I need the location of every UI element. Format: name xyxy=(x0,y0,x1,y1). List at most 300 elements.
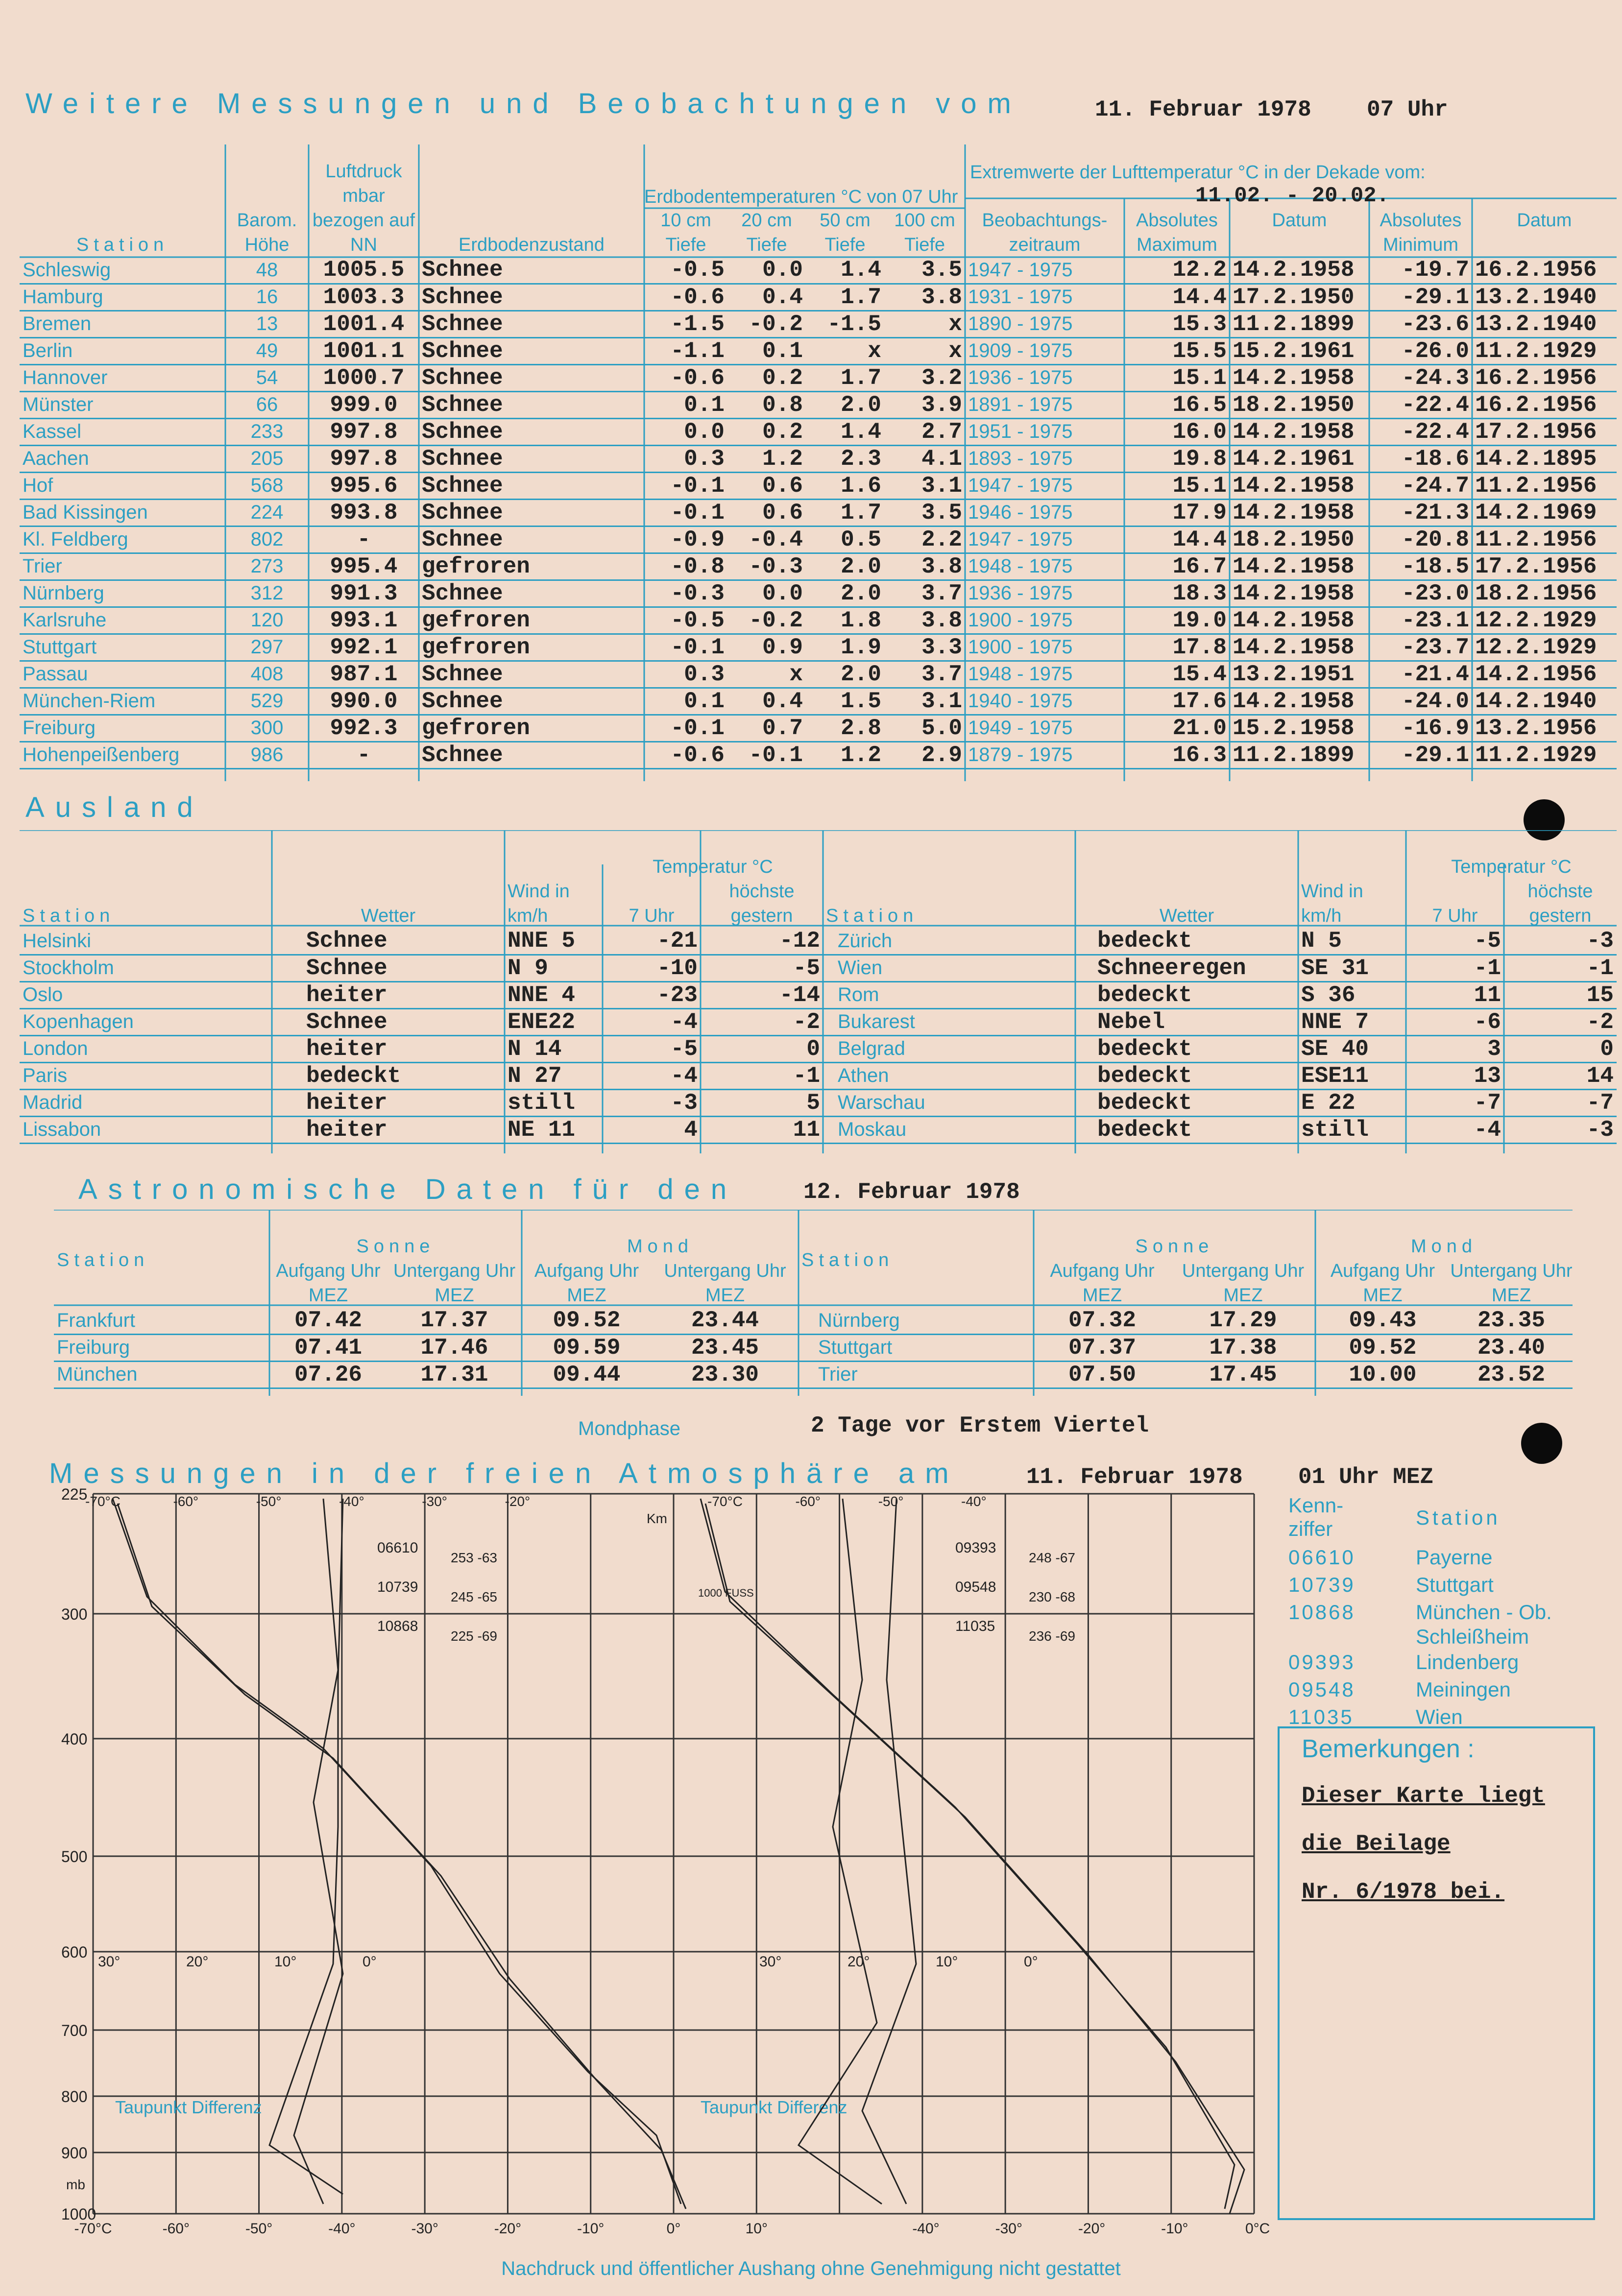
cell: -0.6 xyxy=(670,284,725,310)
dew-tick-label: 10° xyxy=(936,1954,958,1970)
station-name: Stuttgart xyxy=(1416,1573,1494,1596)
h2-temp-left: Temperatur °C xyxy=(653,857,773,877)
cell: 0.2 xyxy=(762,365,803,391)
cell: Karlsruhe xyxy=(23,609,107,631)
h-t100: 100 cm Tiefe xyxy=(894,210,955,255)
cell: -14 xyxy=(779,982,820,1008)
cell: 09.43 xyxy=(1349,1308,1417,1334)
cell: 14 xyxy=(1586,1063,1614,1089)
top-tick-label: -60° xyxy=(795,1494,821,1509)
x-tick-label: -20° xyxy=(494,2221,522,2237)
cell: 15.1 xyxy=(1172,473,1227,499)
cell: 1.2 xyxy=(841,742,881,768)
cell: 17.29 xyxy=(1209,1308,1277,1334)
cell: -16.9 xyxy=(1401,715,1469,741)
cell: 14.2.1958 xyxy=(1233,473,1355,499)
cell: NNE 5 xyxy=(508,928,576,954)
h-zustand: Erdbodenzustand xyxy=(459,235,605,255)
cell: 17.31 xyxy=(420,1362,488,1387)
cell: 1900 - 1975 xyxy=(968,609,1073,631)
station-code: 09393 xyxy=(1288,1650,1356,1674)
cell: -0.4 xyxy=(749,526,803,552)
cell: -5 xyxy=(1474,928,1501,954)
cell: SE 40 xyxy=(1301,1036,1369,1062)
cell: 995.6 xyxy=(330,473,398,499)
h3-sonne-right: Sonne xyxy=(1135,1236,1214,1257)
cell: Bremen xyxy=(23,313,92,335)
cell: 14.2.1940 xyxy=(1475,688,1597,714)
cell: 3.8 xyxy=(921,553,962,579)
cell: 2.3 xyxy=(841,446,881,472)
cell: London xyxy=(23,1038,88,1059)
fuss-label: 1000 FUSS xyxy=(698,1587,754,1599)
cell: Schnee xyxy=(422,284,503,310)
cell: NE 11 xyxy=(508,1117,576,1143)
top-tick-label: -60° xyxy=(173,1494,199,1509)
cell: 0.8 xyxy=(762,392,803,418)
tropopause-code: 10868 xyxy=(377,1618,418,1634)
cell: 300 xyxy=(250,717,284,739)
cell: -0.6 xyxy=(670,742,725,768)
cell: 993.1 xyxy=(330,607,398,633)
cell: -24.0 xyxy=(1401,688,1469,714)
station-list xyxy=(1288,1545,1607,1732)
list-item xyxy=(1288,1573,1607,1597)
h3-aufgang-3: Aufgang Uhr MEZ xyxy=(1050,1261,1155,1306)
cell: bedeckt xyxy=(1097,1090,1192,1116)
cell: Frankfurt xyxy=(57,1309,136,1331)
cell: 18.3 xyxy=(1172,580,1227,606)
table-row xyxy=(20,499,1617,526)
cell: -4 xyxy=(670,1063,698,1089)
station-name: Wien xyxy=(1416,1705,1463,1728)
cell: 13.2.1951 xyxy=(1233,661,1355,687)
cell: 09.52 xyxy=(553,1308,621,1334)
cell: 23.52 xyxy=(1477,1362,1546,1387)
cell: 1947 - 1975 xyxy=(968,528,1073,550)
cell: ENE22 xyxy=(508,1009,576,1035)
cell: gefroren xyxy=(422,553,530,579)
cell: Moskau xyxy=(838,1119,907,1140)
h-station: Station xyxy=(76,235,169,255)
cell: heiter xyxy=(306,982,387,1008)
cell: 0.6 xyxy=(762,500,803,526)
cell: 205 xyxy=(250,448,284,469)
cell: -3 xyxy=(670,1090,698,1116)
y-tick-label: 1000 xyxy=(61,2205,97,2223)
cell: 1936 - 1975 xyxy=(968,367,1073,388)
cell: 16.2.1956 xyxy=(1475,365,1597,391)
cell: 23.30 xyxy=(691,1362,759,1387)
h-luftdruck: Luftdruck mbar bezogen auf NN xyxy=(312,161,415,255)
cell: 11.2.1929 xyxy=(1475,338,1597,364)
cell: 3.5 xyxy=(921,500,962,526)
cell: -0.1 xyxy=(670,715,725,741)
cell: 14.2.1958 xyxy=(1233,580,1355,606)
cell: -10 xyxy=(657,955,698,981)
h2-wind-left: Wind in km/h xyxy=(508,881,570,926)
cell: 09.44 xyxy=(553,1362,621,1387)
cell: 1947 - 1975 xyxy=(968,475,1073,496)
x-tick-label: -40° xyxy=(912,2221,940,2237)
cell: 2.0 xyxy=(841,580,881,606)
tropopause-value: 248 -67 xyxy=(1029,1550,1075,1565)
dew-curve-right-2 xyxy=(862,1499,916,2204)
cell: Schnee xyxy=(422,742,503,768)
cell: 0.5 xyxy=(841,526,881,552)
cell: 13 xyxy=(256,313,278,335)
tropopause-code: 06610 xyxy=(377,1540,418,1556)
station-code: 11035 xyxy=(1288,1705,1354,1728)
cell: ESE11 xyxy=(1301,1063,1369,1089)
cell: Freiburg xyxy=(23,717,96,739)
cell: x xyxy=(789,661,803,687)
cell: Bukarest xyxy=(838,1011,915,1032)
astro-table xyxy=(54,1212,1573,1389)
cell: 3.8 xyxy=(921,607,962,633)
x-tick-label: -10° xyxy=(577,2221,605,2237)
cell: 14.2.1961 xyxy=(1233,446,1355,472)
section3-date: 12. Februar 1978 xyxy=(803,1179,1020,1205)
cell: -0.5 xyxy=(670,607,725,633)
h-dekade: 11.02. - 20.02. xyxy=(1195,184,1390,208)
station-label: Station xyxy=(1416,1506,1501,1529)
cell: 0.3 xyxy=(684,661,725,687)
y-tick-label: 600 xyxy=(61,1943,88,1961)
cell: 49 xyxy=(256,340,278,361)
cell: Trier xyxy=(23,555,62,577)
cell: 11.2.1956 xyxy=(1475,526,1597,552)
table-row xyxy=(20,311,1617,337)
cell: 0.1 xyxy=(684,688,725,714)
cell: -23.1 xyxy=(1401,607,1469,633)
h-absmin: Absolutes Minimum xyxy=(1380,210,1462,255)
cell: 11 xyxy=(793,1117,820,1143)
list-item xyxy=(1288,1677,1607,1702)
cell: 4 xyxy=(684,1117,698,1143)
cell: 408 xyxy=(250,663,284,685)
y-tick-label: 225 xyxy=(61,1485,88,1503)
cell: 13.2.1956 xyxy=(1475,715,1597,741)
x-tick-label: -30° xyxy=(411,2221,438,2237)
cell: 529 xyxy=(250,690,284,712)
dew-tick-label: 30° xyxy=(759,1954,782,1970)
cell: 1005.5 xyxy=(323,257,405,283)
kennziffer-label: Kenn- ziffer xyxy=(1288,1494,1344,1540)
bemerkung-line: die Beilage xyxy=(1302,1831,1451,1857)
station-code: 09548 xyxy=(1288,1678,1356,1701)
cell: Rom xyxy=(838,984,879,1005)
table-row xyxy=(20,661,1617,688)
cell: 3.8 xyxy=(921,284,962,310)
h3-station-left: Station xyxy=(57,1249,149,1270)
cell: 3.7 xyxy=(921,661,962,687)
cell: -21 xyxy=(657,928,698,954)
cell: 16.2.1956 xyxy=(1475,392,1597,418)
h2-7uhr-left: 7 Uhr xyxy=(629,906,675,926)
cell: 14.4 xyxy=(1172,526,1227,552)
cell: 15.5 xyxy=(1172,338,1227,364)
cell: 993.8 xyxy=(330,500,398,526)
cell: 120 xyxy=(250,609,284,631)
cell: Passau xyxy=(23,663,88,685)
cell: 23.35 xyxy=(1477,1308,1546,1334)
x-tick-label: -70°C xyxy=(74,2221,112,2237)
cell: 273 xyxy=(250,555,284,577)
tropopause-value: 253 -63 xyxy=(451,1550,497,1565)
cell: x xyxy=(948,338,962,364)
cell: Schnee xyxy=(422,580,503,606)
cell: 3.2 xyxy=(921,365,962,391)
cell: bedeckt xyxy=(1097,928,1192,954)
cell: 16.5 xyxy=(1172,392,1227,418)
cell: Warschau xyxy=(838,1092,925,1113)
h3-untergang-2: Untergang Uhr MEZ xyxy=(664,1261,786,1306)
cell: -2 xyxy=(1586,1009,1614,1035)
cell: 23.40 xyxy=(1477,1335,1546,1361)
table-row xyxy=(54,1308,1573,1334)
cell: Kassel xyxy=(23,421,82,442)
cell: 15.2.1961 xyxy=(1233,338,1355,364)
x-tick-label: -50° xyxy=(245,2221,273,2237)
cell: 1891 - 1975 xyxy=(968,394,1073,415)
cell: 3.1 xyxy=(921,688,962,714)
cell: Nürnberg xyxy=(23,582,104,604)
cell: 14.2.1958 xyxy=(1233,257,1355,283)
cell: 0.6 xyxy=(762,473,803,499)
cell: Hohenpeißenberg xyxy=(23,744,180,765)
h2-station-right: Station xyxy=(826,906,919,926)
cell: 0.4 xyxy=(762,688,803,714)
cell: still xyxy=(508,1090,576,1116)
chart-grid xyxy=(93,1494,1254,2214)
dew-tick-label: 20° xyxy=(847,1954,870,1970)
y-axis-label: mb xyxy=(66,2177,85,2192)
cell: -24.7 xyxy=(1401,473,1469,499)
h-datum2: Datum xyxy=(1517,210,1572,231)
cell: 15.2.1958 xyxy=(1233,715,1355,741)
top-tick-label: -30° xyxy=(422,1494,447,1509)
cell: heiter xyxy=(306,1090,387,1116)
cell: -26.0 xyxy=(1401,338,1469,364)
cell: Paris xyxy=(23,1065,68,1086)
h3-untergang-4: Untergang Uhr MEZ xyxy=(1450,1261,1573,1306)
cell: heiter xyxy=(306,1036,387,1062)
cell: 18.2.1956 xyxy=(1475,580,1597,606)
section2-title: Ausland xyxy=(25,791,204,823)
dew-curve-left-1 xyxy=(294,1499,343,2204)
cell: Schnee xyxy=(306,1009,387,1035)
cell: 1940 - 1975 xyxy=(968,690,1073,712)
h3-aufgang-1: Aufgang Uhr MEZ xyxy=(276,1261,381,1306)
cell: Freiburg xyxy=(57,1337,130,1358)
table-row xyxy=(54,1361,1573,1388)
y-tick-label: 400 xyxy=(61,1730,88,1748)
bemerkungen-box xyxy=(1278,1726,1595,2220)
h3-mond-right: Mond xyxy=(1410,1236,1477,1257)
cell: Oslo xyxy=(23,984,63,1005)
cell: Berlin xyxy=(23,340,73,361)
cell: 16.7 xyxy=(1172,553,1227,579)
cell: 15.1 xyxy=(1172,365,1227,391)
cell: SE 31 xyxy=(1301,955,1369,981)
cell: 992.1 xyxy=(330,634,398,660)
cell: 2.0 xyxy=(841,392,881,418)
cell: Nebel xyxy=(1097,1009,1165,1035)
cell: -0.1 xyxy=(670,634,725,660)
cell: 986 xyxy=(250,744,284,765)
cell: 1948 - 1975 xyxy=(968,555,1073,577)
cell: bedeckt xyxy=(306,1063,401,1089)
cell: 14.2.1895 xyxy=(1475,446,1597,472)
cell: N 14 xyxy=(508,1036,562,1062)
h3-station-right: Station xyxy=(801,1249,894,1270)
cell: 14.2.1958 xyxy=(1233,688,1355,714)
cell: 12.2.1929 xyxy=(1475,634,1597,660)
x-tick-label: 0°C xyxy=(1245,2221,1270,2237)
cell: 987.1 xyxy=(330,661,398,687)
cell: 09.59 xyxy=(553,1335,621,1361)
bemerkung-line: Nr. 6/1978 bei. xyxy=(1302,1879,1505,1905)
cell: Schnee xyxy=(422,446,503,472)
table-row xyxy=(20,1089,1617,1116)
cell: -20.8 xyxy=(1401,526,1469,552)
h2-wind-right: Wind in km/h xyxy=(1301,881,1363,926)
mondphase-value: 2 Tage vor Erstem Viertel xyxy=(811,1413,1149,1438)
cell: 1893 - 1975 xyxy=(968,448,1073,469)
cell: 14.2.1956 xyxy=(1475,661,1597,687)
cell: 17.46 xyxy=(420,1335,488,1361)
cell: München xyxy=(57,1363,138,1385)
cell: 19.8 xyxy=(1172,446,1227,472)
h2-hoechste-right: höchste gestern xyxy=(1527,881,1593,926)
cell: 0 xyxy=(806,1036,820,1062)
cell: -4 xyxy=(1474,1117,1501,1143)
x-tick-label: -40° xyxy=(328,2221,356,2237)
cell: 14.2.1958 xyxy=(1233,607,1355,633)
h3-aufgang-2: Aufgang Uhr MEZ xyxy=(534,1261,639,1306)
cell: 1947 - 1975 xyxy=(968,259,1073,281)
cell: Hof xyxy=(23,475,53,496)
cell: 0.9 xyxy=(762,634,803,660)
cell: 0.0 xyxy=(684,419,725,445)
cell: -3 xyxy=(1586,928,1614,954)
cell: -21.3 xyxy=(1401,500,1469,526)
table-row xyxy=(20,391,1617,418)
cell: 15.4 xyxy=(1172,661,1227,687)
cell: 991.3 xyxy=(330,580,398,606)
cell: -12 xyxy=(779,928,820,954)
cell: Hannover xyxy=(23,367,108,388)
section3-title: Astronomische Daten für den xyxy=(78,1173,738,1205)
cell: Hamburg xyxy=(23,286,103,308)
cell: -0.5 xyxy=(670,257,725,283)
aerology-chart xyxy=(0,1484,1274,2268)
cell: -23.0 xyxy=(1401,580,1469,606)
cell: 23.45 xyxy=(691,1335,759,1361)
cell: 0.1 xyxy=(762,338,803,364)
table-row xyxy=(20,1008,1617,1035)
h-extrem: Extremwerte der Lufttemperatur °C in der Dekade vom: xyxy=(970,162,1426,183)
cell: 1.7 xyxy=(841,500,881,526)
cell: N 27 xyxy=(508,1063,562,1089)
h-datum1: Datum xyxy=(1272,210,1327,231)
cell: 0.0 xyxy=(762,580,803,606)
cell: Lissabon xyxy=(23,1119,101,1140)
x-tick-label: -30° xyxy=(995,2221,1022,2237)
table-row xyxy=(20,418,1617,445)
cell: Zürich xyxy=(838,930,893,952)
cell: 14.4 xyxy=(1172,284,1227,310)
cell: Schnee xyxy=(306,955,387,981)
cell: 17.2.1950 xyxy=(1233,284,1355,310)
cell: Stockholm xyxy=(23,957,114,979)
cell: 999.0 xyxy=(330,392,398,418)
cell: 1890 - 1975 xyxy=(968,313,1073,335)
cell: still xyxy=(1301,1117,1369,1143)
table-row xyxy=(20,526,1617,553)
cell: 1946 - 1975 xyxy=(968,502,1073,523)
cell: 1951 - 1975 xyxy=(968,421,1073,442)
h-zeitraum: Beobachtungs-zeitraum xyxy=(982,210,1108,255)
cell: Schnee xyxy=(422,338,503,364)
table-row xyxy=(20,580,1617,607)
cell: 16.0 xyxy=(1172,419,1227,445)
cell: 0.4 xyxy=(762,284,803,310)
table-row xyxy=(20,553,1617,580)
station-code: 10868 xyxy=(1288,1601,1356,1624)
cell: 1.6 xyxy=(841,473,881,499)
cell: -1 xyxy=(793,1063,820,1089)
cell: 17.2.1956 xyxy=(1475,419,1597,445)
cell: Nürnberg xyxy=(818,1309,900,1331)
cell: gefroren xyxy=(422,715,530,741)
cell: 11.2.1929 xyxy=(1475,742,1597,768)
cell: 1.9 xyxy=(841,634,881,660)
h3-sonne-left: Sonne xyxy=(356,1236,435,1257)
cell: Münster xyxy=(23,394,94,415)
cell: S 36 xyxy=(1301,982,1356,1008)
cell: -1.5 xyxy=(670,311,725,337)
cell: 11.2.1899 xyxy=(1233,311,1355,337)
h3-untergang-1: Untergang Uhr MEZ xyxy=(393,1261,516,1306)
cell: 14.2.1958 xyxy=(1233,553,1355,579)
cell: gefroren xyxy=(422,634,530,660)
table-row xyxy=(20,1116,1617,1143)
cell: 1.5 xyxy=(841,688,881,714)
cell: 3.1 xyxy=(921,473,962,499)
tropopause-code: 11035 xyxy=(955,1618,995,1634)
h-barom: Barom. Höhe xyxy=(237,210,297,255)
list-item xyxy=(1288,1545,1607,1570)
section1-time: 07 Uhr xyxy=(1367,97,1448,122)
top-tick-label: -70°C xyxy=(85,1494,121,1509)
cell: Schnee xyxy=(422,661,503,687)
x-tick-label: -20° xyxy=(1078,2221,1106,2237)
h-absmax: Absolutes Maximum xyxy=(1136,210,1218,255)
cell: Schnee xyxy=(422,688,503,714)
tropopause-value: 236 -69 xyxy=(1029,1628,1075,1644)
domestic-table xyxy=(20,147,1617,769)
top-tick-label: -40° xyxy=(339,1494,364,1509)
cell: -19.7 xyxy=(1401,257,1469,283)
station-name: Payerne xyxy=(1416,1546,1493,1569)
cell: Wien xyxy=(838,957,883,979)
cell: 17.37 xyxy=(420,1308,488,1334)
section1-title: Weitere Messungen und Beobachtungen vom xyxy=(25,88,1022,120)
table-row xyxy=(20,981,1617,1008)
cell: 1936 - 1975 xyxy=(968,582,1073,604)
